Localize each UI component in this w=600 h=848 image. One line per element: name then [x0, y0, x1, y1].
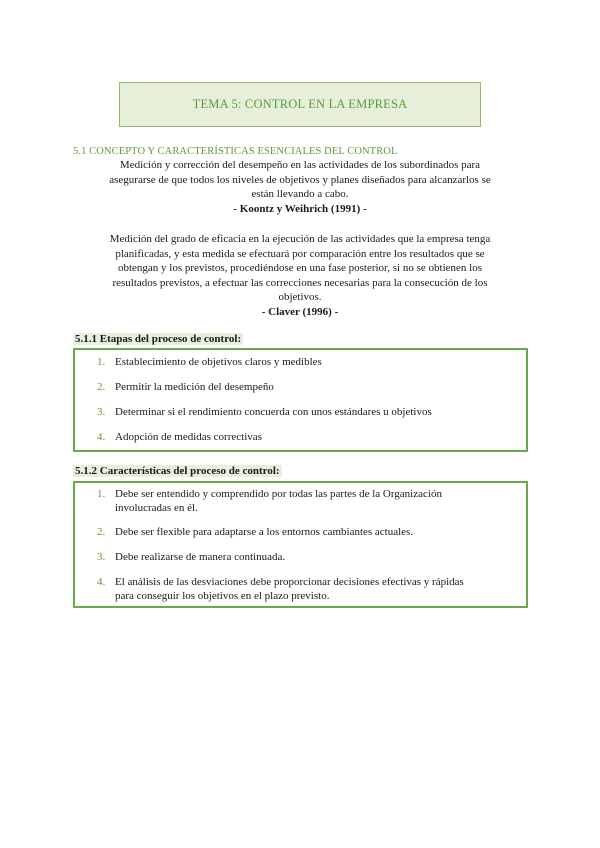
item-number: 1.: [97, 356, 106, 368]
item-text: [115, 576, 515, 603]
quote-line: asegurarse de que todos los niveles de objetivos y planes diseñados para alcanzarlos se: [109, 173, 491, 186]
quote-line: Medición y corrección del desempeño en las actividades de los subordinados para: [119, 159, 481, 171]
item-number: 3.: [97, 406, 106, 418]
title-box: [119, 82, 481, 127]
section-heading: 5.1 CONCEPTO Y CARACTERÍSTICAS ESENCIALES DEL CONTROL: [73, 146, 398, 157]
quote-line: obtengan y los previstos, procediéndose en una fase posterior, si no se obtienen los: [117, 262, 482, 274]
item-number: 1.: [97, 488, 106, 500]
item-number: 4.: [97, 576, 106, 588]
item-text-line: involucradas en él.: [115, 501, 198, 514]
item-text-line: El análisis de las desviaciones debe proporcionar decisiones efectivas y rápidas: [115, 576, 464, 588]
definition-quote-koontz: [80, 158, 520, 216]
page-title: TEMA 5: CONTROL EN LA EMPRESA: [192, 97, 408, 111]
item-number: 2.: [97, 526, 106, 538]
item-text-line: Debe realizarse de manera continuada.: [115, 551, 286, 563]
item-text: Permitir la medición del desempeño: [115, 381, 274, 393]
quote-line: Medición del grado de eficacia en la ejecución de las actividades que la empresa tenga: [109, 233, 491, 245]
item-text: [115, 488, 515, 515]
caracteristicas-list-box: [73, 481, 528, 608]
item-number: 2.: [97, 381, 106, 393]
item-number: 4.: [97, 431, 106, 443]
item-text: [115, 526, 515, 540]
item-text-line: para conseguir los objetivos en el plazo previsto.: [115, 589, 330, 602]
quote-line: resultados previstos, a efectuar las correcciones necesarias para la consecución de los: [112, 276, 488, 289]
quote-line: están llevando a cabo.: [251, 188, 349, 200]
quote-line: objetivos.: [278, 291, 322, 303]
definition-quote-claver: [80, 232, 520, 319]
etapas-heading: 5.1.1 Etapas del proceso de control:: [75, 333, 242, 345]
quote-line: planificadas, y esta medida se efectuará por comparación entre los resultados que se: [115, 247, 485, 260]
etapas-list-box: [73, 348, 528, 452]
quote-author: - Claver (1996) -: [261, 305, 339, 318]
item-text: Establecimiento de objetivos claros y medibles: [115, 356, 322, 368]
item-text: Determinar si el rendimiento concuerda con unos estándares u objetivos: [115, 406, 432, 418]
item-number: 3.: [97, 551, 106, 563]
quote-author: - Koontz y Weihrich (1991) -: [233, 202, 367, 215]
caracteristicas-heading: 5.1.2 Características del proceso de control:: [75, 465, 280, 477]
item-text: [115, 551, 515, 565]
item-text-line: Debe ser entendido y comprendido por todas las partes de la Organización: [115, 488, 442, 500]
item-text-line: Debe ser flexible para adaptarse a los entornos cambiantes actuales.: [115, 526, 414, 538]
item-text: Adopción de medidas correctivas: [115, 431, 262, 443]
